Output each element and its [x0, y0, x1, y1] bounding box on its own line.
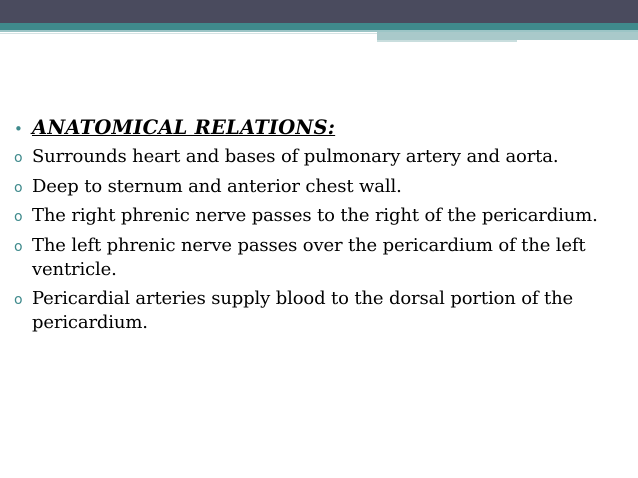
slide-heading: ANATOMICAL RELATIONS: — [32, 116, 336, 139]
header-accent-line — [377, 40, 517, 42]
list-item-text: Surrounds heart and bases of pulmonary artery and aorta. — [32, 146, 559, 167]
list-item — [14, 234, 626, 283]
list-item — [14, 204, 626, 230]
list-item-text: The left phrenic nerve passes over the pericardium of the left ventricle. — [32, 234, 586, 280]
list-item — [14, 175, 626, 201]
header-thin-line — [0, 33, 377, 34]
circle-bullet-icon: o — [14, 238, 23, 255]
list-item — [14, 145, 626, 171]
circle-bullet-icon: o — [14, 179, 23, 196]
circle-bullet-icon: o — [14, 291, 23, 308]
list-item-text: The right phrenic nerve passes to the right of the pericardium. — [32, 205, 598, 226]
bullet-icon: • — [14, 120, 23, 138]
header-teal-band — [0, 23, 638, 30]
heading-row — [14, 116, 626, 141]
bullet-list — [14, 145, 626, 336]
circle-bullet-icon: o — [14, 150, 23, 166]
header-accent-band — [377, 32, 638, 40]
circle-bullet-icon: o — [14, 209, 23, 225]
header-dark-band — [0, 0, 638, 23]
list-item — [14, 287, 626, 336]
slide-content — [14, 116, 626, 340]
list-item-text: Deep to sternum and anterior chest wall. — [32, 175, 402, 197]
list-item-text: Pericardial arteries supply blood to the dorsal portion of the pericardium. — [32, 287, 574, 333]
